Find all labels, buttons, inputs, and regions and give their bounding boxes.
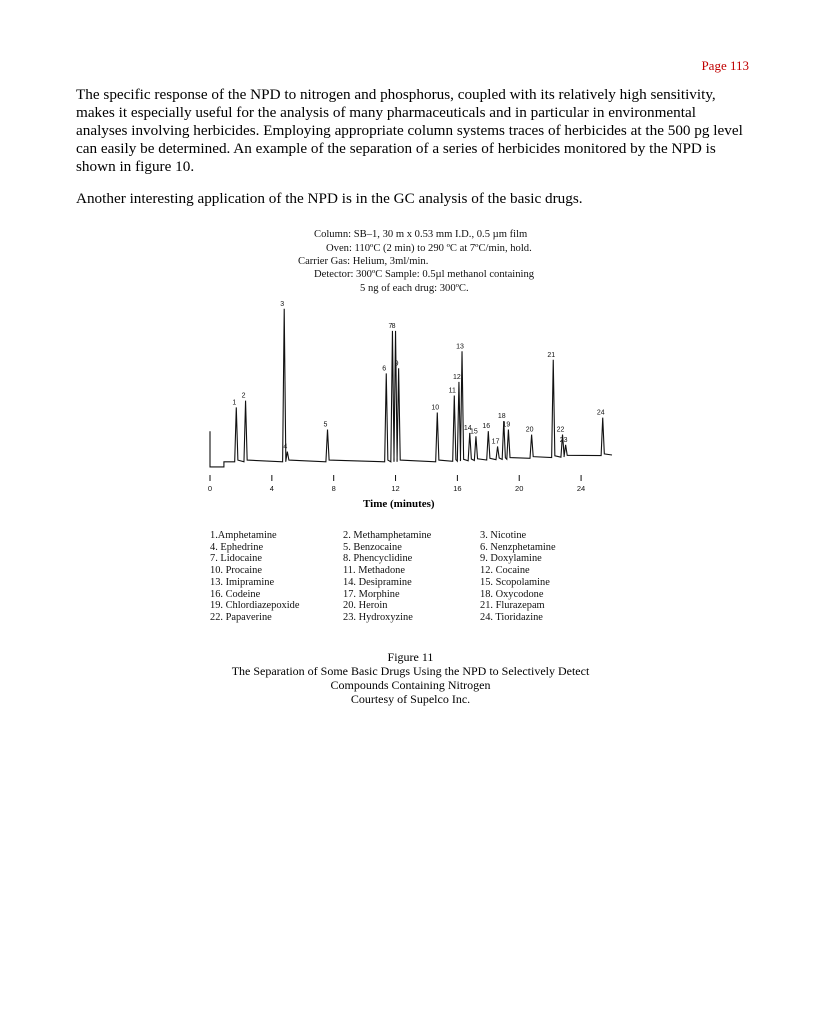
peak-label-19: 19	[502, 421, 511, 429]
peak-label-10: 10	[431, 404, 440, 412]
peak-label-5: 5	[323, 421, 328, 429]
caption-title-line-2: Compounds Containing Nitrogen	[330, 678, 491, 692]
legend-item: 1.Amphetamine	[210, 530, 277, 541]
legend-item: 12. Cocaine	[480, 565, 530, 577]
peak-label-6: 6	[382, 365, 387, 373]
legend-item: 14. Desipramine	[343, 576, 412, 588]
legend-item: 9. Doxylamine	[480, 553, 542, 565]
legend-item: 20. Heroin	[343, 600, 388, 612]
peak-label-2: 2	[241, 392, 246, 400]
condition-sample: 5 ng of each drug: 300ºC.	[360, 283, 469, 294]
peak-label-22: 22	[556, 426, 565, 434]
caption-title-line-1: The Separation of Some Basic Drugs Using the NPD to Selectively Detect	[231, 664, 590, 678]
legend-item: 13. Imipramine	[210, 576, 275, 588]
legend-item: 11. Methadone	[343, 565, 405, 577]
peak-label-17: 17	[491, 438, 500, 446]
condition-oven: Oven: 110ºC (2 min) to 290 ºC at 7ºC/min, hold.	[326, 243, 532, 254]
legend-item: 19. Chlordiazepoxide	[210, 600, 300, 612]
legend-item: 3. Nicotine	[480, 530, 527, 541]
peak-label-1: 1	[232, 399, 237, 407]
paragraph-npd-response: The specific response of the NPD to nitrogen and phosphorus, coupled with its relatively high sensitivity, makes it especially useful for the analysis of many pharmaceuticals and in particular in environmental analyses involving herbicides. Employing appropriate column systems traces of herbicides at the 500 pg level can easily be determined. An example of the separation of a series of herbicides monitored by the NPD is shown in figure 10.	[76, 86, 743, 175]
figure-11	[200, 222, 620, 632]
legend-column-2	[343, 530, 431, 624]
x-tick-label-16: 16	[453, 484, 462, 493]
paragraph-basic-drugs: Another interesting application of the NPD is in the GC analysis of the basic drugs.	[76, 190, 583, 207]
peak-label-3: 3	[280, 300, 285, 308]
x-tick-label-20: 20	[515, 484, 524, 493]
peak-label-23: 23	[559, 436, 568, 444]
peak-label-15: 15	[470, 428, 478, 436]
figure-caption	[0, 650, 821, 706]
peak-label-14: 14	[463, 424, 472, 432]
condition-carrier-gas: Carrier Gas: Helium, 3ml/min.	[298, 256, 429, 267]
peak-label-9: 9	[394, 360, 399, 368]
caption-courtesy: Courtesy of Supelco Inc.	[350, 692, 471, 706]
caption-figure-number: Figure 11	[387, 650, 434, 664]
peak-label-24: 24	[596, 409, 605, 417]
peak-label-21: 21	[547, 351, 556, 359]
legend-item: 22. Papaverine	[210, 611, 272, 623]
legend-item: 18. Oxycodone	[480, 588, 544, 600]
peak-label-16: 16	[482, 423, 491, 431]
peak-label-7: 7	[388, 322, 393, 330]
legend-column-3	[480, 530, 556, 624]
condition-column: Column: SB–1, 30 m x 0.53 mm I.D., 0.5 µm film	[314, 229, 528, 240]
legend-column-1	[210, 530, 299, 624]
legend-item: 4. Ephedrine	[210, 541, 264, 553]
peak-label-20: 20	[525, 426, 534, 434]
x-tick-label-0: 0	[207, 484, 213, 493]
peak-label-11: 11	[448, 387, 456, 395]
legend-item: 8. Phencyclidine	[343, 553, 413, 565]
peak-label-4: 4	[283, 443, 288, 451]
x-tick-label-24: 24	[576, 484, 586, 493]
legend-item: 10. Procaine	[210, 565, 262, 577]
peak-label-8: 8	[391, 322, 396, 330]
peak-label-12: 12	[453, 373, 461, 381]
x-tick-label-12: 12	[391, 484, 400, 493]
legend-item: 24. Tioridazine	[480, 611, 543, 623]
x-tick-label-8: 8	[331, 484, 336, 493]
x-tick-label-4: 4	[269, 484, 274, 493]
legend-item: 6. Nenzphetamine	[480, 541, 556, 553]
legend-item: 23. Hydroxyzine	[343, 611, 413, 623]
condition-detector: Detector: 300ºC Sample: 0.5µl methanol containing	[314, 269, 535, 280]
legend-item: 2. Methamphetamine	[343, 530, 432, 541]
chromatogram-trace	[210, 309, 612, 467]
legend-item: 16. Codeine	[210, 588, 261, 600]
peak-label-13: 13	[456, 343, 464, 351]
legend-item: 5. Benzocaine	[343, 541, 402, 553]
page-number: Page 113	[701, 58, 749, 73]
legend-item: 21. Flurazepam	[480, 600, 545, 612]
x-axis-label: Time (minutes)	[363, 498, 435, 510]
legend-item: 7. Lidocaine	[210, 553, 262, 565]
legend-item: 17. Morphine	[343, 588, 400, 600]
peak-label-18: 18	[497, 413, 506, 420]
legend-item: 15. Scopolamine	[480, 576, 550, 588]
